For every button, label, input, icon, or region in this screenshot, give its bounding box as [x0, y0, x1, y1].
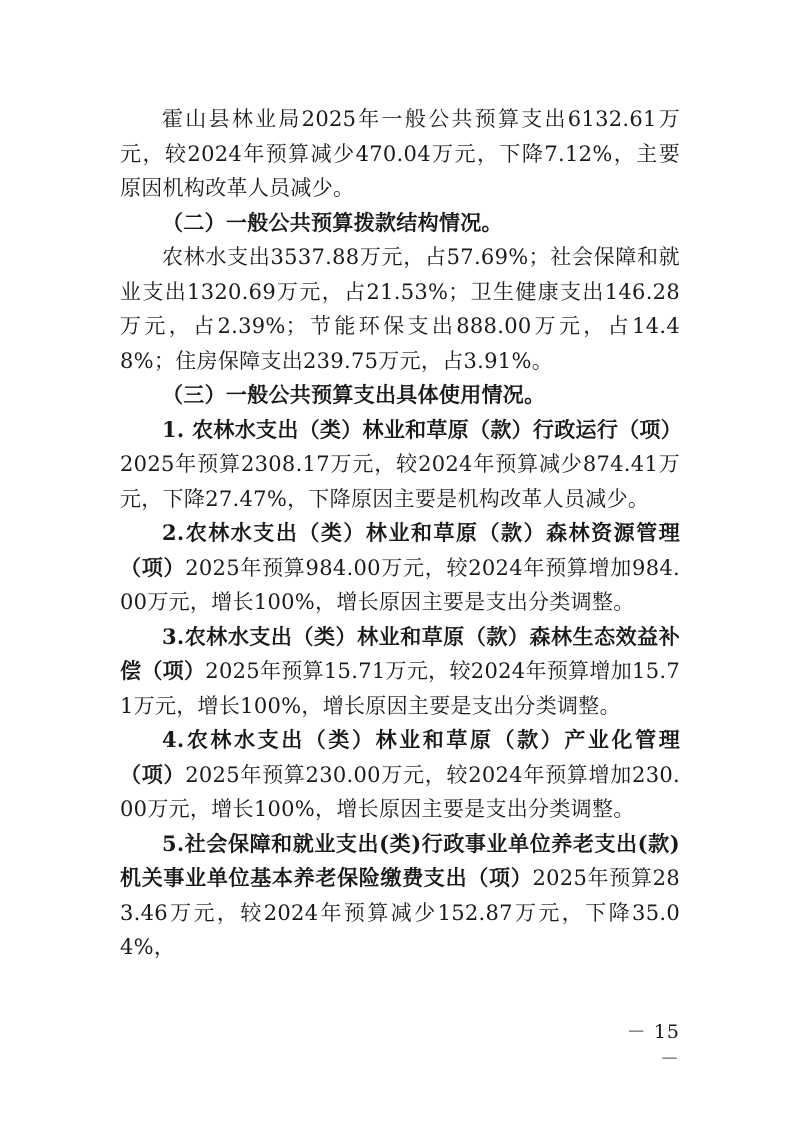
item-text: 2025年预算984.00万元，较2024年预算增加984.00万元，增长100%，增长原因主要是支出分类调整。	[120, 555, 680, 614]
paragraph-text: 农林水支出3537.88万元，占57.69%；社会保障和就业支出1320.69万元，占21.53%；卫生健康支出146.28万元，占2.39%；节能环保支出888.00万元，占14.48%；住房保障支出239.75万元，占3.91%。	[120, 245, 680, 373]
paragraph-item-3	[120, 620, 680, 724]
paragraph-item-1	[120, 413, 683, 517]
section-heading-usage	[120, 378, 680, 413]
item-text: 2025年预算283.46万元，较2024年预算减少152.87万元，下降35.04%，	[120, 866, 680, 959]
document-body	[120, 102, 683, 965]
paragraph-item-5	[120, 827, 680, 965]
heading-text: （三）一般公共预算支出具体使用情况。	[162, 382, 546, 407]
page-number: － 15 －	[626, 1021, 680, 1070]
item-text: 2025年预算230.00万元，较2024年预算增加230.00万元，增长100%，增长原因主要是支出分类调整。	[120, 762, 680, 821]
item-title: 1. 农林水支出（类）林业和草原（款）行政运行（项）	[162, 416, 683, 442]
item-title: 4.农林水支出（类）林业和草原（款）产业化管理（项）	[120, 727, 680, 787]
heading-text: （二）一般公共预算拨款结构情况。	[162, 209, 503, 235]
item-text: 2025年预算2308.17万元，较2024年预算减少874.41万元，下降27.47%，下降原因主要是机构改革人员减少。	[120, 452, 680, 511]
item-title: 2.农林水支出（类）林业和草原（款）森林资源管理（项）	[120, 520, 680, 580]
paragraph-item-4	[120, 723, 680, 827]
item-title: 5.社会保障和就业支出(类)行政事业单位养老支出(款)机关事业单位基本养老保险缴费支出（项）	[120, 830, 680, 890]
paragraph-budget-summary	[120, 102, 680, 206]
item-text: 2025年预算15.71万元，较2024年预算增加15.71万元，增长100%，增长原因主要是支出分类调整。	[120, 659, 681, 718]
paragraph-structure-details	[120, 240, 680, 378]
paragraph-text: 霍山县林业局2025年一般公共预算支出6132.61万元，较2024年预算减少470.04万元，下降7.12%，主要原因机构改革人员减少。	[120, 107, 680, 200]
item-title: 3.农林水支出（类）林业和草原（款）森林生态效益补偿（项）	[120, 623, 680, 683]
paragraph-item-2	[120, 516, 680, 620]
section-heading-structure	[120, 206, 680, 241]
